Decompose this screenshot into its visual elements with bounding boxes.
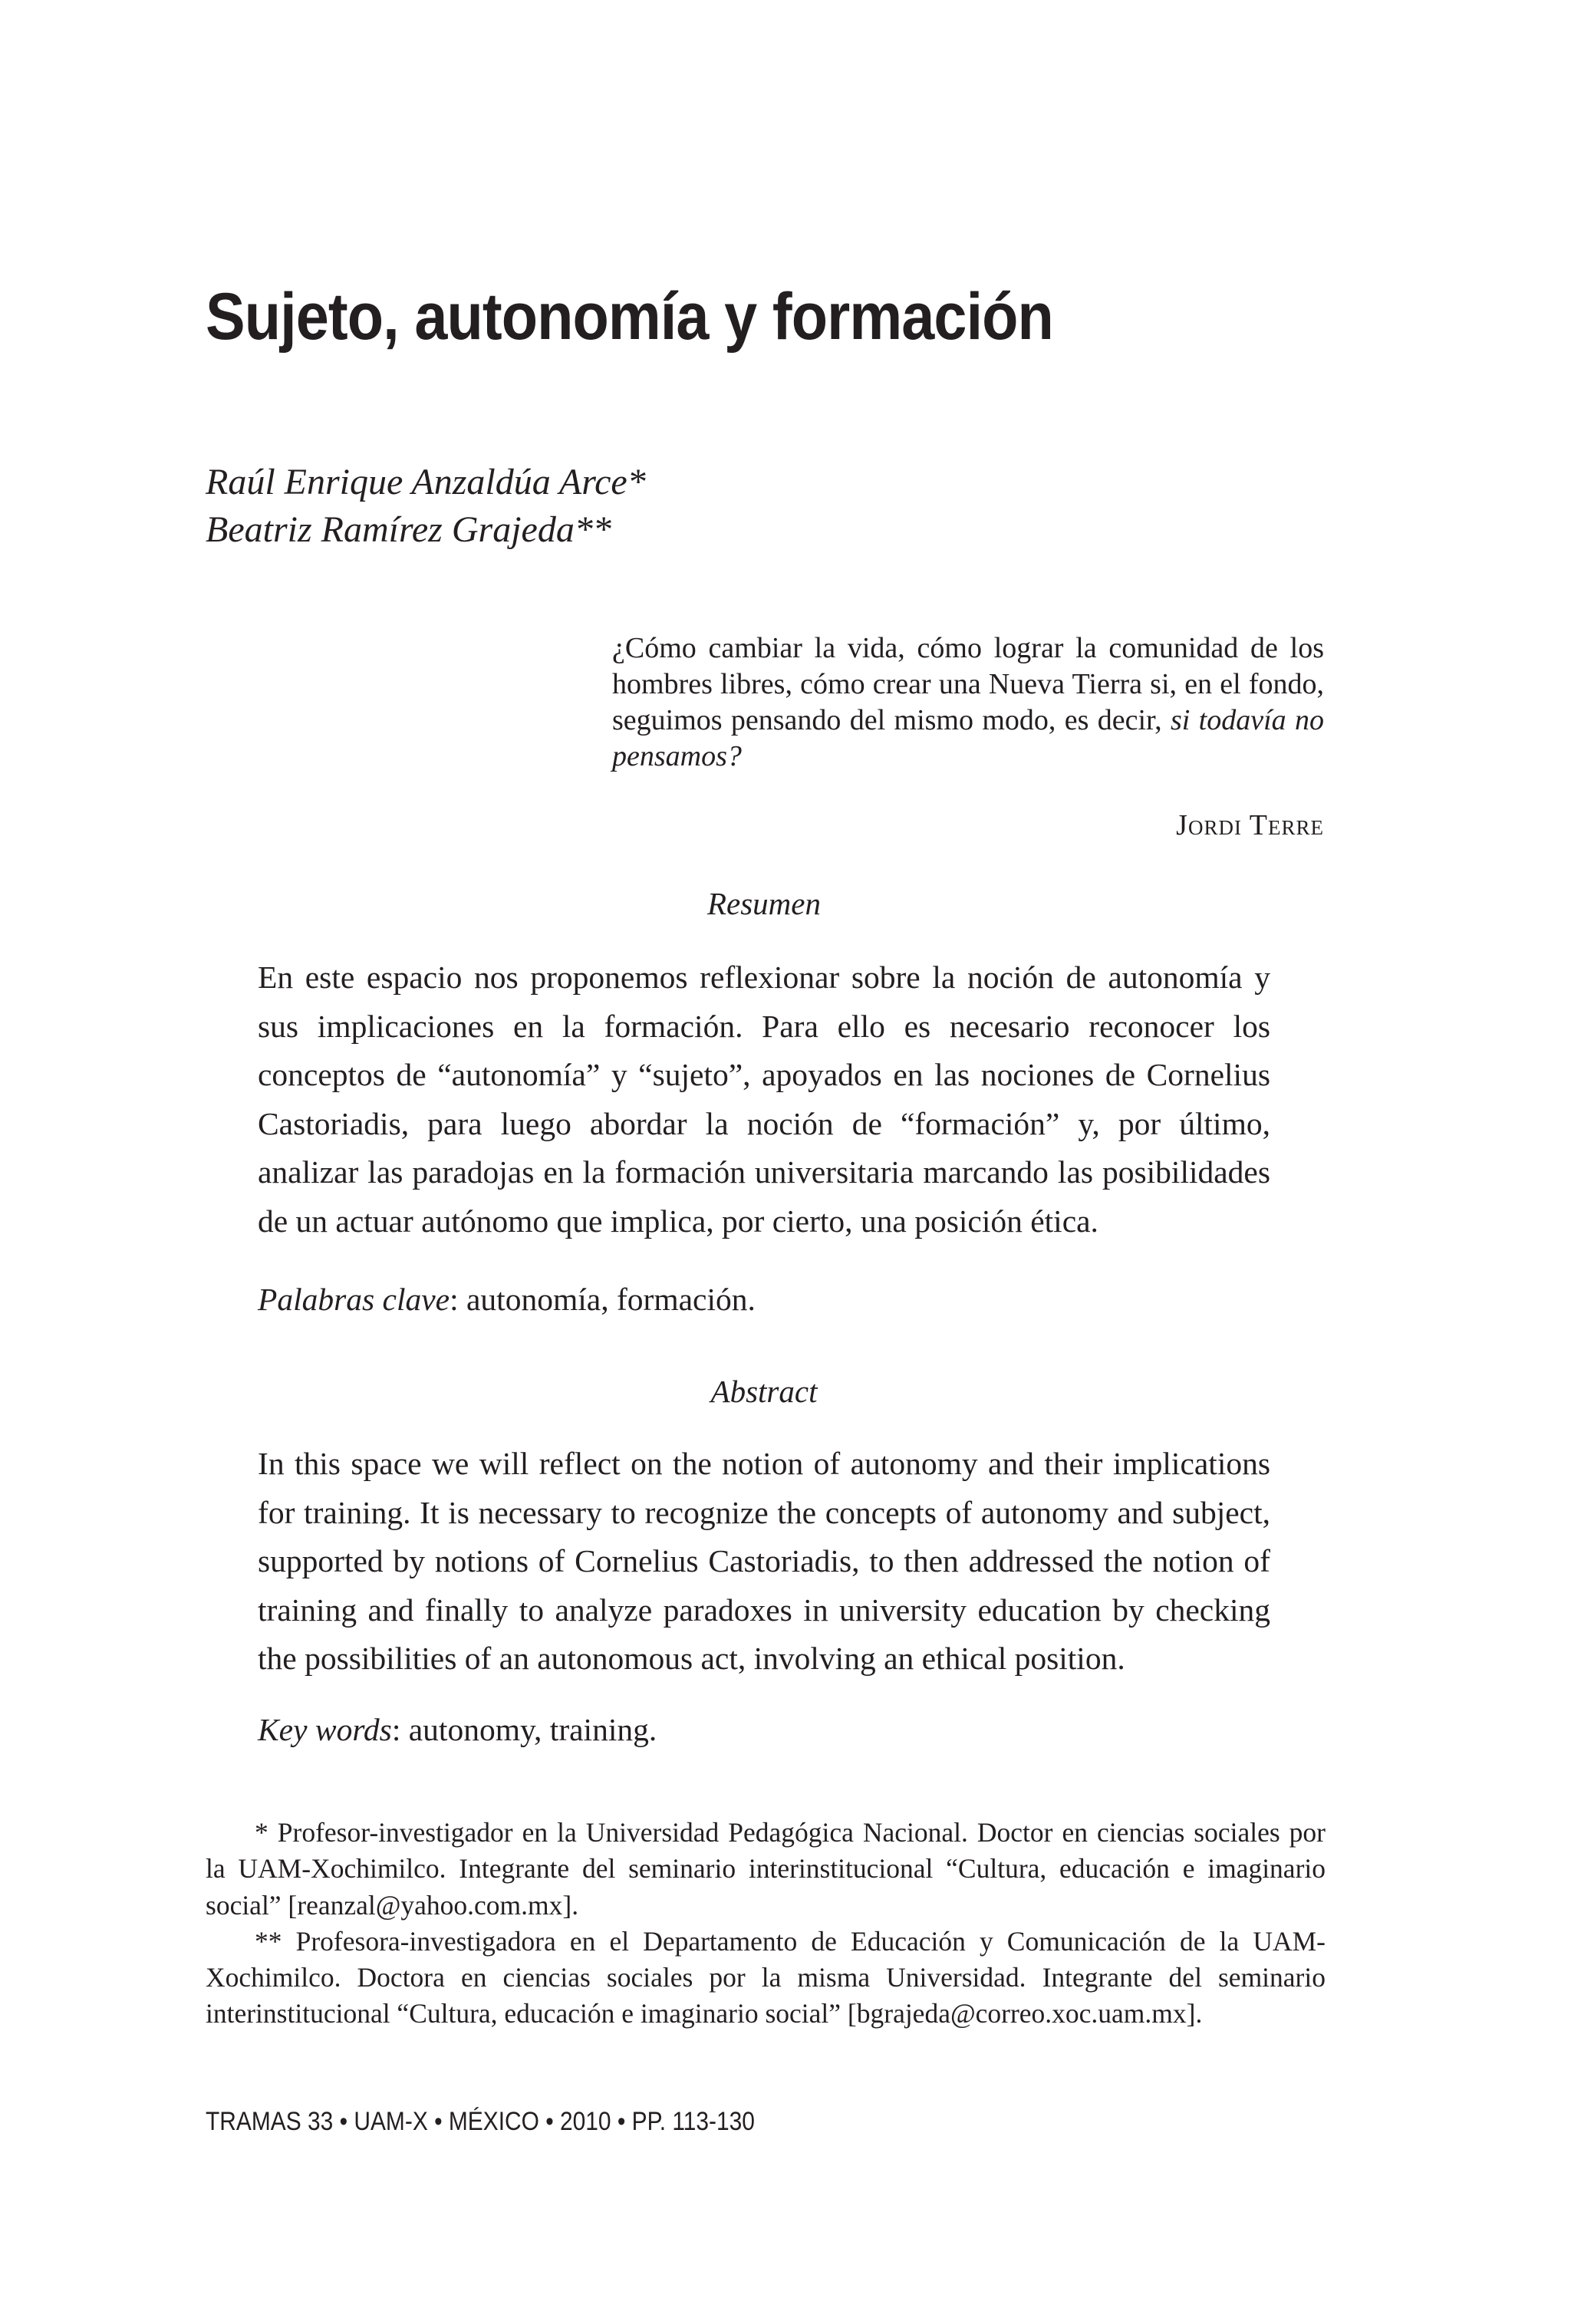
epigraph-text: ¿Cómo cambiar la vida, cómo lograr la comunidad de los hombres libres, cómo crear una Nueva Tierra si, en el fondo, seguimos pensando del mismo modo, es decir, [612,632,1324,736]
epigraph-quote [612,630,1324,775]
footnote-text: -Xochimilco. Integrante del seminario interinstitucional “Cultura, educación e imaginario social” [reanzal@yahoo.com.mx]. [206,1853,1326,1921]
abstract-keywords [258,1707,1270,1753]
journal-citation-footer: TRAMAS 33 • UAM-X • MÉXICO • 2010 • PP. 113-130 [206,2107,755,2136]
author-list [206,459,646,554]
keywords-values: : autonomía, formación. [450,1282,756,1317]
abstract-body: In this space we will reflect on the notion of autonomy and their implications for training. It is necessary to recognize the concepts of autonomy and subject, supported by notions of Cornelius Castoriadis, to then addressed the notion of training and finally to analyze paradoxes in university education by checking the possibilities of an autonomous act, involving an ethical position. [258,1446,1270,1676]
author-name: Raúl Enrique Anzaldúa Arce* [206,462,646,502]
resumen-keywords [258,1276,1270,1322]
article-title: Sujeto, autonomía y formación [206,280,1053,354]
footnote-text: -Xochimilco. Doctora en ciencias sociales por la misma Universidad. Integrante del seminario interinstitucional “Cultura, educación e imaginario social” [bgrajeda@correo.xoc.uam.mx]. [206,1925,1326,2029]
footnote-institution: UAM [1253,1925,1317,1957]
author-name: Beatriz Ramírez Grajeda** [206,509,611,550]
footnote-text: * Profesor-investigador en la Universidad Pedagógica Nacional. Doctor en ciencias sociales por la [206,1817,1326,1885]
keywords-label: Palabras clave [258,1282,450,1317]
epigraph-author: Jordi Terre [1176,809,1324,841]
footnotes [206,1815,1326,2033]
resumen-body: En este espacio nos proponemos reflexionar sobre la noción de autonomía y sus implicaciones en la formación. Para ello es necesario reconocer los conceptos de “autonomía” y “sujeto”, apoyados en las nociones de Cornelius Castoriadis, para luego abordar la noción de “formación” y, por último, analizar las paradojas en la formación universitaria marcando las posibilidades de un actuar autónomo que implica, por cierto, una posición ética. [258,960,1270,1239]
abstract-heading: Abstract [710,1374,818,1409]
footnote [206,1924,1326,2033]
keywords-values: : autonomy, training. [391,1712,657,1747]
resumen-heading: Resumen [706,886,821,921]
epigraph-emphasis: si todavía no pensamos? [612,704,1324,772]
footnote-institution: UAM [238,1853,302,1885]
footnote-text: ** Profesora-investigadora en el Departamento de Educación y Comunicación de la [255,1925,1253,1957]
footnote [206,1815,1326,1924]
keywords-label: Key words [258,1712,392,1747]
